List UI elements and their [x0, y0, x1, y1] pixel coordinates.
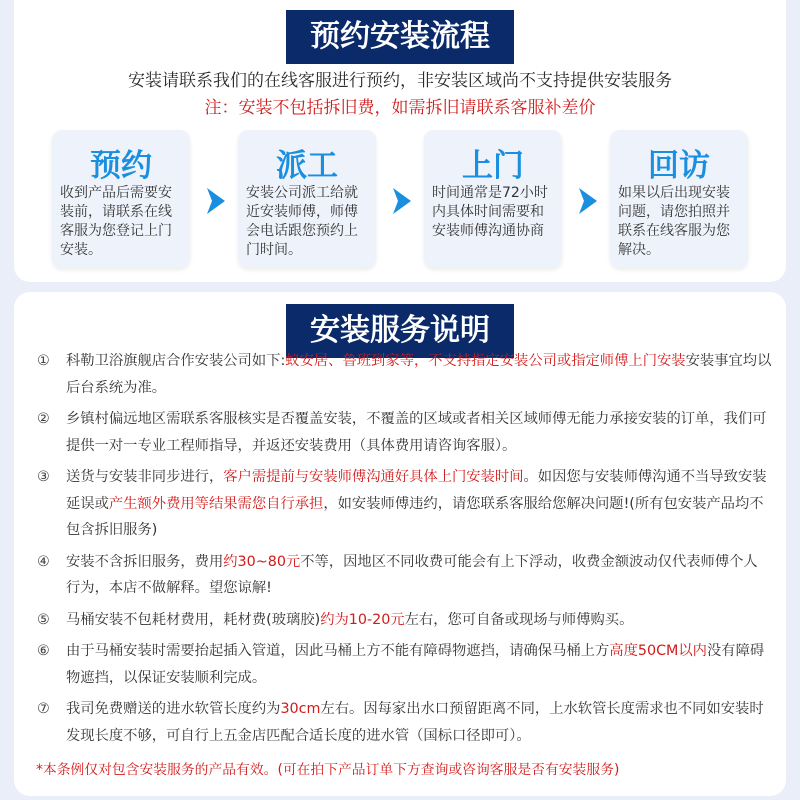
step-desc: 如果以后出现安装问题，请您拍照并联系在线客服为您解决。: [618, 185, 730, 258]
service-item: [34, 696, 772, 749]
service-item: [34, 607, 772, 634]
item-number: ④: [37, 553, 50, 570]
highlight-text: 约30~80元: [223, 553, 301, 570]
service-title: 安装服务说明: [288, 306, 512, 356]
item-text: 由于马桶安装时需要抬起插入管道，因此马桶上方不能有障碍物遮挡，请确保马桶上方: [66, 643, 610, 659]
item-number: ⑤: [37, 611, 50, 628]
step-card-dispatch: [238, 130, 376, 268]
step-desc: 收到产品后需要安装前，请联系在线客服为您登记上门安装。: [60, 185, 172, 258]
highlight-text: 蚁安居、鲁班到家等，不支持指定安装公司或指定师傅上门安装: [285, 353, 686, 369]
service-item: [34, 549, 772, 602]
service-item: [34, 348, 772, 401]
step-title: 回访: [648, 148, 710, 184]
item-number: ⑦: [37, 701, 50, 717]
item-text: 安装事宜均以后台系统为准。: [66, 353, 772, 396]
item-number: ②: [37, 411, 50, 427]
step-card-followup: [610, 130, 748, 268]
step-desc: 安装公司派工给就近安装师傅，师傅会电话跟您预约上门时间。: [246, 185, 358, 258]
item-number: ⑥: [37, 643, 50, 659]
item-text: 科勒卫浴旗舰店合作安装公司如下:: [66, 353, 286, 369]
service-item: [34, 406, 772, 459]
item-text: 不等，因地区不同收费可能会有上下浮动，收费金额波动仅代表师傅个人行为，本店不做解释。望您谅解!: [66, 553, 758, 596]
item-text: ，如安装师傅违约，请您联系客服给您解决问题!(所有包安装产品均不包含拆旧服务): [66, 495, 764, 538]
footnote: *本条例仅对包含安装服务的产品有效。(可在拍下产品订单下方查询或咨询客服是否有安装服务): [36, 762, 620, 778]
item-text: 安装不含拆旧服务，费用: [66, 553, 224, 570]
process-intro: 安装请联系我们的在线客服进行预约，非安装区域尚不支持提供安装服务: [128, 71, 672, 91]
item-text: 我司免费赠送的进水软管长度约为: [66, 701, 281, 717]
step-card-visit: [424, 130, 562, 268]
item-text: 左右，您可自备或现场与师傅购买。: [404, 611, 634, 628]
process-panel: [14, 0, 786, 282]
step-title: 派工: [276, 148, 338, 184]
item-text: 送货与安装非同步进行，: [66, 469, 224, 485]
highlight-text: 产生额外费用等结果需您自行承担: [108, 495, 324, 512]
item-text: 左右。因每家出水口预留距离不同，上水软管长度需求也不同如安装时发现长度不够，可自行上五金店匹配合适长度的进水管（国标口径即可）。: [66, 701, 764, 744]
step-title: 预约: [90, 148, 152, 184]
item-text: 乡镇村偏远地区需联系客服核实是否覆盖安装，不覆盖的区域或者相关区域师傅无能力承接安装的订单，我们可提供一对一专业工程师指导，并返还安装费用（具体费用请咨询客服）。: [66, 411, 767, 454]
highlight-text: 客户需提前与安装师傅沟通好具体上门安装时间: [223, 469, 524, 485]
item-number: ③: [37, 469, 50, 485]
item-text: 。如因您与安装师傅沟通不当导致安装延误或: [66, 469, 767, 512]
service-list: [34, 348, 772, 754]
item-text: 没有障碍物遮挡，以保证安装顺利完成。: [66, 643, 765, 686]
step-title: 上门: [462, 148, 524, 184]
service-item: [34, 464, 772, 544]
highlight-text: 高度50CM以内: [609, 643, 707, 659]
service-item: [34, 638, 772, 691]
step-desc: 时间通常是72小时内具体时间需要和安装师傅沟通协商: [432, 185, 548, 239]
highlight-text: 30cm: [280, 701, 321, 717]
item-number: ①: [37, 353, 50, 369]
service-panel: [14, 292, 786, 796]
highlight-text: 约为10-20元: [320, 611, 405, 628]
process-title: 预约安装流程: [288, 12, 512, 62]
step-card-booking: [52, 130, 190, 268]
process-note: 注：安装不包括拆旧费，如需拆旧请联系客服补差价: [204, 98, 596, 118]
item-text: 马桶安装不包耗材费用，耗材费(玻璃胶): [66, 611, 321, 628]
